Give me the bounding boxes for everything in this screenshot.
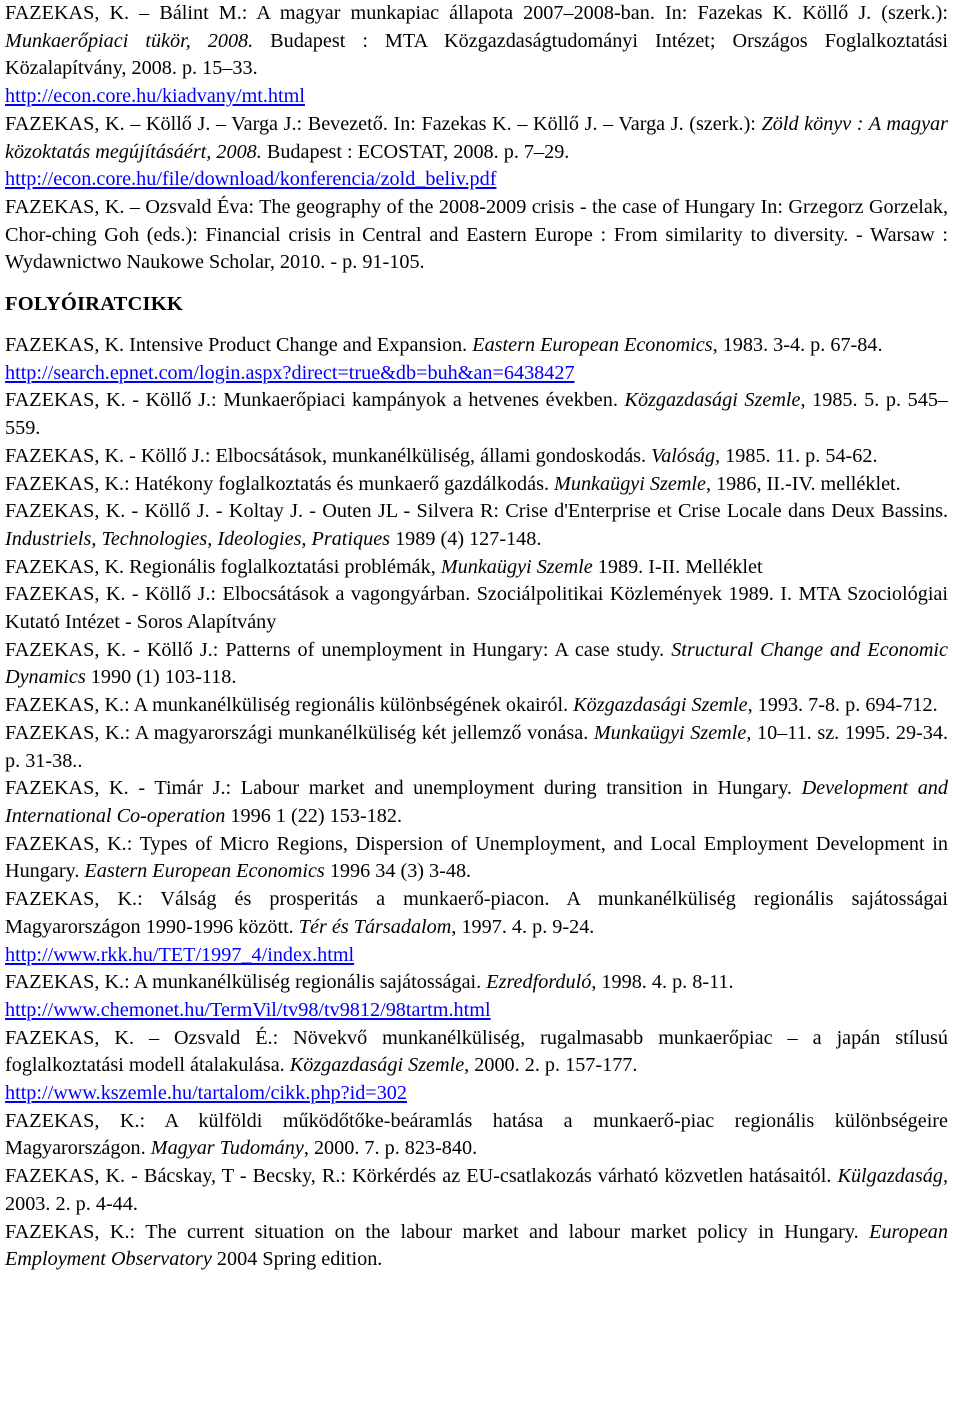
reference-text: FAZEKAS, K.: A munkanélküliség regionális különbségének okairól. (5, 694, 574, 717)
reference-entry (5, 637, 948, 692)
reference-text: 1996 1 (22) 153-182. (225, 804, 402, 827)
reference-text: FAZEKAS, K.: Válság és prosperitás a munkaerő-piacon. A munkanélküliség regionális sajátosságai Magyarországon 1990-1996 között. (5, 888, 948, 938)
reference-entry (5, 0, 948, 111)
reference-text: , 1997. 4. p. 9-24. (451, 915, 595, 938)
reference-text: FAZEKAS, K. - Köllő J. - Koltay J. - Outen JL - Silvera R: Crise d'Enterprise et Crise Locale dans Deux Bassins. (5, 500, 948, 523)
reference-text: Budapest : ECOSTAT, 2008. p. 7–29. (261, 140, 570, 163)
reference-entry (5, 886, 948, 969)
reference-text: 1996 34 (3) 3-48. (324, 860, 472, 883)
reference-text: FAZEKAS, K. – Ozsvald Éva: The geography of the 2008-2009 crisis - the case of Hungary In: Grzegorz Gorzelak, Chor-ching Goh (eds.): Financial crisis in Central and Eastern Europe : From similarity to diversity. - Warsaw : Wydawnictwo Naukowe Scholar, 2010. - p. 91-105. (5, 195, 948, 274)
reference-entry (5, 498, 948, 553)
reference-list-articles (5, 332, 948, 1274)
reference-entry (5, 831, 948, 886)
reference-link[interactable]: http://search.epnet.com/login.aspx?direct=true&db=buh&an=6438427 (5, 361, 575, 384)
reference-source-title: Industriels, Technologies, Ideologies, Pratiques (5, 527, 391, 550)
reference-text: FAZEKAS, K.: Types of Micro Regions, Dispersion of Unemployment, and Local Employment Development in Hungary. (5, 832, 948, 883)
reference-source-title: European Employment Observatory (5, 1220, 948, 1271)
reference-link[interactable]: http://www.chemonet.hu/TermVil/tv98/tv9812/98tartm.html (5, 998, 491, 1021)
reference-entry (5, 1025, 948, 1108)
reference-entry (5, 1108, 948, 1163)
section-heading: FOLYÓIRATCIKK (5, 293, 184, 316)
reference-text: FAZEKAS, K.: A külföldi működőtőke-beáramlás hatása a munkaerő-piac regionális különbségeire Magyarországon. (5, 1109, 948, 1160)
reference-source-title: Munkaügyi Szemle (440, 555, 593, 578)
reference-entry (5, 194, 948, 277)
reference-entry (5, 332, 948, 387)
reference-link[interactable]: http://econ.core.hu/kiadvany/mt.html (5, 85, 305, 108)
reference-text: 1985. 11. p. 54-62. (720, 444, 878, 467)
reference-text: , 1983. 3-4. p. 67-84. (712, 334, 883, 357)
reference-source-title: Munkaügyi Szemle (554, 472, 706, 495)
reference-text: , 1998. 4. p. 8-11. (591, 971, 734, 994)
reference-text: FAZEKAS, K.: The current situation on the labour market and labour market policy in Hungary. (5, 1220, 870, 1243)
reference-source-title: Valóság, (651, 444, 721, 467)
reference-text: FAZEKAS, K. - Bácskay, T - Becsky, R.: Körkérdés az EU-csatlakozás várható közvetlen hatásaitól. (5, 1165, 838, 1188)
reference-entry (5, 775, 948, 830)
reference-text: FAZEKAS, K. Intensive Product Change and Expansion. (5, 334, 473, 357)
reference-source-title: Közgazdasági Szemle (573, 694, 748, 717)
reference-text: FAZEKAS, K. - Köllő J.: Elbocsátások a vagongyárban. Szociálpolitikai Közlemények 1989. I. MTA Szociológiai Kutató Intézet - Soros Alapítvány (5, 583, 948, 634)
reference-source-title: Külgazdaság (837, 1165, 943, 1188)
reference-text: FAZEKAS, K. - Köllő J.: Elbocsátások, munkanélküliség, állami gondoskodás. (5, 444, 652, 467)
reference-text: 2004 Spring edition. (211, 1248, 383, 1271)
reference-source-title: Tér és Társadalom (298, 915, 452, 938)
reference-entry (5, 471, 948, 499)
reference-text: Budapest : MTA Közgazdaságtudományi Intézet; Országos Foglalkoztatási Közalapítvány, 2008. p. 15–33. (5, 29, 948, 80)
reference-text: FAZEKAS, K. Regionális foglalkoztatási problémák, (5, 555, 441, 578)
reference-text: FAZEKAS, K. – Bálint M.: A magyar munkapiac állapota 2007–2008-ban. In: Fazekas K. Köllő J. (szerk.): (5, 2, 948, 24)
reference-text: , 2000. 2. p. 157-177. (464, 1054, 638, 1077)
reference-text: FAZEKAS, K. - Timár J.: Labour market and unemployment during transition in Hungary. (5, 777, 802, 800)
reference-link[interactable]: http://www.rkk.hu/TET/1997_4/index.html (5, 943, 355, 966)
reference-entry (5, 969, 948, 1024)
reference-text: , 1993. 7-8. p. 694-712. (747, 694, 938, 717)
reference-text: FAZEKAS, K. – Köllő J. – Varga J.: Bevezető. In: Fazekas K. – Köllő J. – Varga J. (szerk.): (5, 112, 762, 135)
reference-source-title: Ezredforduló (486, 971, 592, 994)
reference-list-books (5, 0, 948, 277)
reference-source-title: Zöld könyv : A magyar közoktatás megújításáért, 2008. (5, 112, 948, 163)
reference-text: FAZEKAS, K.: A magyarországi munkanélküliség két jellemző vonása. (5, 721, 594, 744)
reference-text: FAZEKAS, K. – Ozsvald É.: Növekvő munkanélküliség, rugalmasabb munkaerőpiac – a japán stílusú foglalkoztatási modell átalakulása. (5, 1026, 948, 1077)
reference-entry (5, 443, 948, 471)
reference-entry (5, 1219, 948, 1274)
reference-link[interactable]: http://www.kszemle.hu/tartalom/cikk.php?id=302 (5, 1082, 407, 1105)
reference-text: FAZEKAS, K.: A munkanélküliség regionális sajátosságai. (5, 971, 487, 994)
reference-source-title: Development and International Co-operation (5, 777, 948, 827)
reference-entry (5, 1163, 948, 1218)
reference-source-title: Eastern European Economics (84, 860, 325, 883)
reference-source-title: Közgazdasági Szemle (289, 1054, 465, 1077)
reference-link[interactable]: http://econ.core.hu/file/download/konferencia/zold_beliv.pdf (5, 168, 497, 191)
reference-text: 1990 (1) 103-118. (85, 666, 237, 689)
reference-source-title: Közgazdasági Szemle (624, 389, 801, 412)
reference-text: , 1985. 5. p. 545–559. (5, 389, 949, 440)
reference-entry (5, 387, 948, 442)
reference-text: FAZEKAS, K. - Köllő J.: Munkaerőpiaci kampányok a hetvenes években. (5, 389, 625, 412)
reference-text: 1989. I-II. Melléklet (592, 555, 763, 578)
reference-text: FAZEKAS, K. - Köllő J.: Patterns of unemployment in Hungary: A case study. (5, 638, 672, 661)
reference-entry (5, 581, 948, 636)
reference-text: , 2000. 7. p. 823-840. (303, 1137, 478, 1160)
reference-entry (5, 554, 948, 582)
reference-source-title: Munkaerőpiaci tükör, 2008. (5, 29, 254, 52)
reference-entry (5, 720, 948, 775)
reference-text: , 2003. 2. p. 4-44. (5, 1165, 948, 1215)
reference-entry (5, 692, 948, 720)
reference-source-title: Munkaügyi Szemle, (593, 721, 752, 744)
reference-text: 1989 (4) 127-148. (390, 527, 542, 550)
reference-text: FAZEKAS, K.: Hatékony foglalkoztatás és munkaerő gazdálkodás. (5, 472, 555, 495)
reference-source-title: Magyar Tudomány (150, 1137, 304, 1160)
reference-source-title: Structural Change and Economic Dynamics (5, 638, 948, 689)
reference-entry (5, 111, 948, 194)
reference-source-title: Eastern European Economics (472, 334, 713, 357)
reference-text: , 1986, II.-IV. melléklet. (705, 472, 901, 495)
reference-text: 10–11. sz. 1995. 29-34. p. 31-38.. (5, 721, 948, 772)
